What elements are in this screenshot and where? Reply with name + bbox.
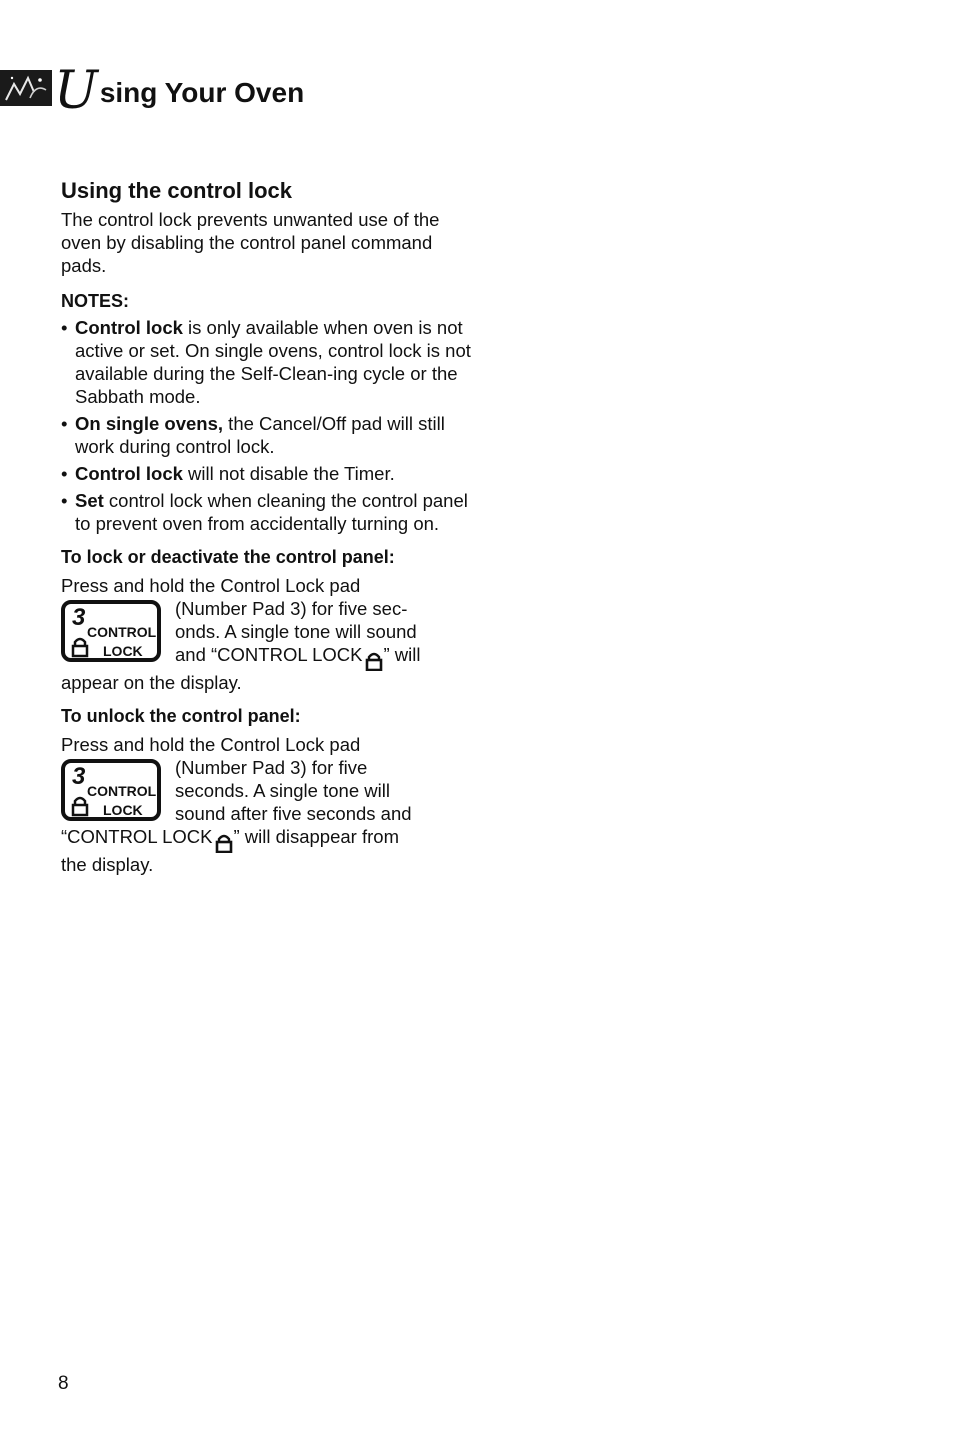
note-bold: Set [75,490,104,511]
notes-list [61,316,471,535]
note-text: is only available when oven is not active or set. On single ovens, control lock is not available during the Self-Clean-ing cycle or the Sabbath mode. [75,317,471,407]
notes-heading: NOTES: [61,291,130,311]
lock-line-4a: and “CONTROL LOCK [175,644,363,665]
note-text: will not disable the Timer. [182,463,395,484]
list-item [61,489,471,535]
note-bold: Control lock [75,317,183,338]
list-item [61,316,471,408]
header-title: sing Your Oven [99,77,305,108]
list-item [61,412,471,458]
lock-line-5: appear on the display. [61,672,242,693]
lock-line-1: Press and hold the Control Lock pad [61,575,361,596]
control-lock-pad-icon [61,600,161,662]
keypad-line2: LOCK [103,802,143,818]
keypad-number: 3 [72,763,86,790]
section-title: Using the control lock [61,178,293,203]
lock-icon [215,833,233,853]
unlock-line-5b: ” will disappear from [233,826,399,847]
lock-heading: To lock or deactivate the control panel: [61,547,395,567]
control-lock-pad-icon [61,759,161,821]
unlock-line-5 [61,825,471,853]
keypad-line2: LOCK [103,643,143,659]
lock-icon [365,651,383,671]
content-column [61,176,471,876]
decorative-logo-icon [0,70,52,106]
page-header [0,61,305,121]
page-number: 8 [58,1373,69,1394]
lock-line-2: (Number Pad 3) for five sec- [175,598,408,619]
note-text: the Cancel/Off pad will still work during control lock. [75,413,445,457]
keypad-line1: CONTROL [87,624,157,640]
keypad-number: 3 [72,604,86,631]
unlock-line-3: seconds. A single tone will [175,780,390,801]
unlock-instructions [61,733,471,876]
unlock-heading: To unlock the control panel: [61,706,301,726]
lock-instructions [61,574,471,694]
intro-text: The control lock prevents unwanted use of the oven by disabling the control panel command pads. [61,209,440,276]
unlock-line-5a: “CONTROL LOCK [61,826,213,847]
keypad-line1: CONTROL [87,783,157,799]
unlock-line-2: (Number Pad 3) for five [175,757,368,778]
header-initial: U [54,61,98,121]
unlock-line-1: Press and hold the Control Lock pad [61,734,361,755]
unlock-line-4: sound after five seconds and [175,803,412,824]
note-text: control lock when cleaning the control panel to prevent oven from accidentally turning on. [75,490,468,534]
note-bold: Control lock [75,463,183,484]
lock-line-4b: ” will [383,644,421,665]
unlock-line-6: the display. [61,854,154,875]
list-item [61,462,471,485]
note-bold: On single ovens, [75,413,224,434]
lock-line-3: onds. A single tone will sound [175,621,417,642]
